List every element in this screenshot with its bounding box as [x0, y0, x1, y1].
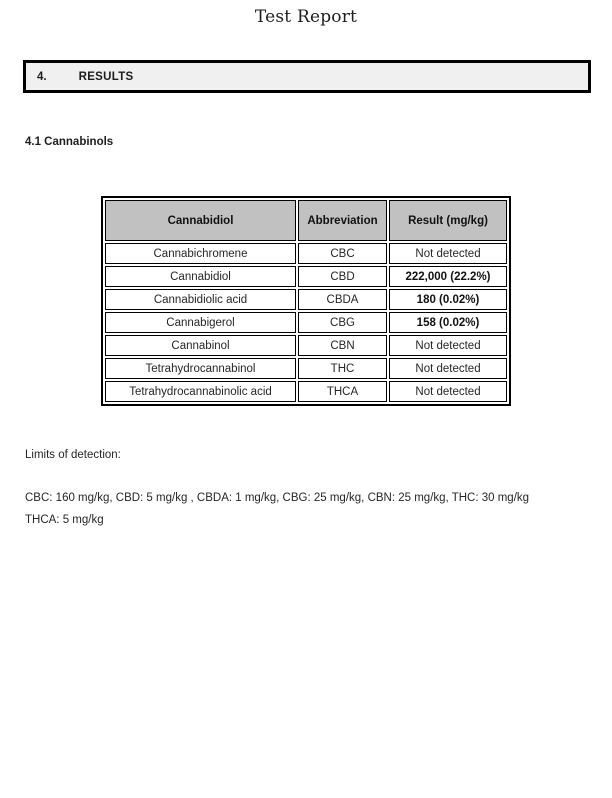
table-header	[105, 200, 507, 241]
compound-cell: Tetrahydrocannabinol	[105, 358, 296, 379]
table-row	[105, 358, 507, 379]
result-cell: Not detected	[389, 381, 507, 402]
section-title: RESULTS	[78, 70, 134, 83]
table-header-row	[105, 200, 507, 241]
table-row	[105, 381, 507, 402]
abbreviation-cell: THCA	[298, 381, 387, 402]
results-section-header	[23, 60, 591, 93]
result-cell: Not detected	[389, 358, 507, 379]
result-cell: 222,000 (22.2%)	[389, 266, 507, 287]
result-cell: 180 (0.02%)	[389, 289, 507, 310]
table-row	[105, 266, 507, 287]
subsection-title: 4.1 Cannabinols	[25, 136, 114, 148]
column-header-result: Result (mg/kg)	[389, 200, 507, 241]
compound-cell: Cannabinol	[105, 335, 296, 356]
limits-of-detection-label: Limits of detection:	[25, 449, 121, 461]
limits-of-detection-values	[25, 487, 570, 531]
abbreviation-cell: CBG	[298, 312, 387, 333]
compound-cell: Cannabigerol	[105, 312, 296, 333]
result-cell: Not detected	[389, 243, 507, 264]
abbreviation-cell: THC	[298, 358, 387, 379]
abbreviation-cell: CBC	[298, 243, 387, 264]
table-row	[105, 289, 507, 310]
abbreviation-cell: CBD	[298, 266, 387, 287]
abbreviation-cell: CBN	[298, 335, 387, 356]
column-header-compound: Cannabidiol	[105, 200, 296, 241]
table-row	[105, 312, 507, 333]
compound-cell: Tetrahydrocannabinolic acid	[105, 381, 296, 402]
compound-cell: Cannabichromene	[105, 243, 296, 264]
compound-cell: Cannabidiolic acid	[105, 289, 296, 310]
table-row	[105, 335, 507, 356]
cannabinols-table	[101, 196, 511, 406]
section-number: 4.	[37, 70, 47, 83]
limits-line-1: CBC: 160 mg/kg, CBD: 5 mg/kg , CBDA: 1 mg/kg, CBG: 25 mg/kg, CBN: 25 mg/kg, THC: 30 mg/kg	[25, 492, 530, 504]
limits-line-2: THCA: 5 mg/kg	[25, 514, 104, 526]
column-header-abbreviation: Abbreviation	[298, 200, 387, 241]
table-row	[105, 243, 507, 264]
compound-cell: Cannabidiol	[105, 266, 296, 287]
page-title: Test Report	[254, 7, 358, 27]
result-cell: Not detected	[389, 335, 507, 356]
abbreviation-cell: CBDA	[298, 289, 387, 310]
table-body	[105, 243, 507, 402]
result-cell: 158 (0.02%)	[389, 312, 507, 333]
